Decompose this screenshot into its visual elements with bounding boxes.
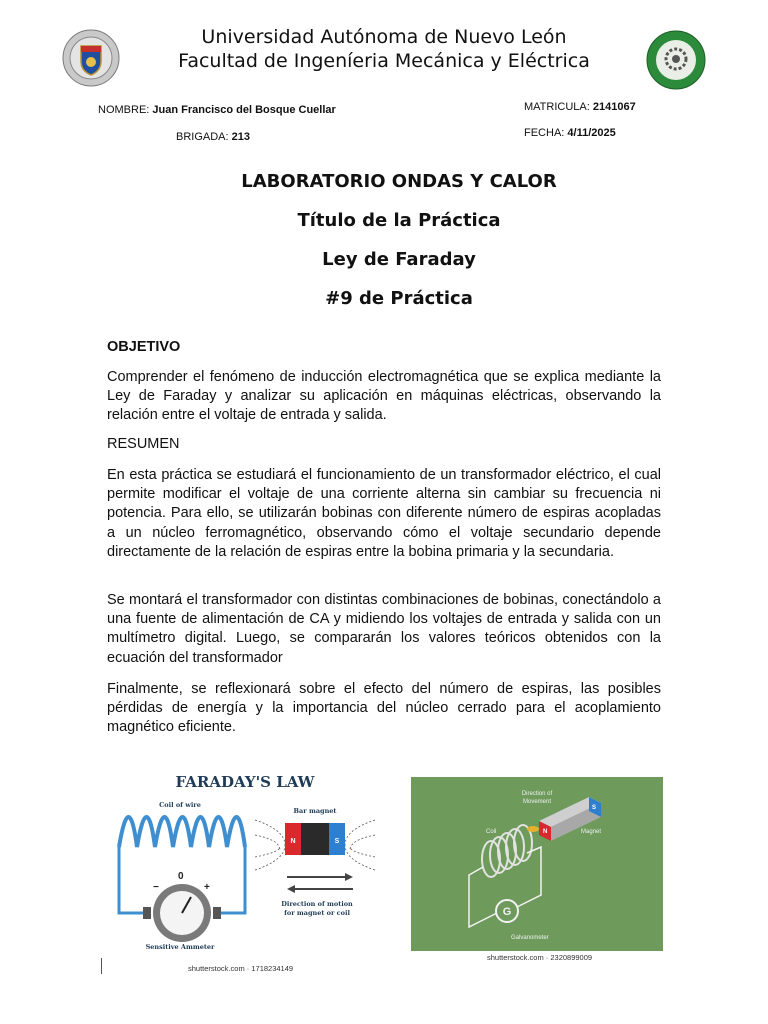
coil-of-wire-icon [119,817,245,847]
matricula-label: MATRICULA: [524,101,590,113]
objective-text: Comprender el fenómeno de inducción electromagnética que se explica mediante la Ley de Faraday y analizar su aplicación en máquinas eléctricas, observando la relación entre el voltaje de entrada y salida. [107,369,661,424]
motion-label-2: for magnet or coil [284,909,350,917]
faculty-name: Facultad de Ingeníeria Mecánica y Eléctrica [178,50,590,72]
zero-mark: 0 [178,871,184,882]
galvanometer-figure [411,777,663,951]
bar-magnet-icon [255,820,375,870]
matricula-value: 2141067 [592,101,636,113]
brigada-value: 213 [231,131,250,143]
matricula-line [524,101,636,113]
galvanometer-illustration [411,777,663,951]
magnet-label-2: Magnet [581,829,602,835]
fecha-value: 4/11/2025 [567,127,616,139]
name-label: NOMBRE: [98,104,150,116]
summary-paragraph-2: Se montará el transformador con distintas combinaciones de bobinas, conectándolo a una fuente de alimentación de CA y midiendo los voltajes de entrada y salida con un multímetro digital. Luego, se compararán los valores teóricos obtenidos con la ecuación del transformador [107,592,661,666]
fecha-label: FECHA: [524,127,565,139]
pole-n-label: N [290,838,296,845]
practice-number: #9 de Práctica [325,288,473,309]
minus-sign: − [153,882,159,893]
faradays-law-figure [105,765,390,965]
figure2-credit: shutterstock.com · 2320899009 [487,953,593,962]
figure1-credit: shutterstock.com · 1718234149 [188,964,294,973]
motion-arrows-icon [287,873,353,893]
faradays-law-illustration [105,765,390,965]
galvanometer-symbol: G [502,906,512,918]
pole-s-label: S [334,838,340,845]
galvanometer-label: Galvanometer [511,935,549,941]
coil-label-2: Coil [486,829,497,835]
lab-title: LABORATORIO ONDAS Y CALOR [241,171,557,192]
text-cursor-mark [101,958,102,974]
coil-label: Coil of wire [159,801,201,809]
ammeter-label: Sensitive Ammeter [145,943,215,951]
university-name: Universidad Autónoma de Nuevo León [201,26,567,48]
plus-sign: + [204,882,210,893]
brigada-line [176,131,250,143]
motion-label-1: Direction of motion [281,900,353,908]
summary-heading: RESUMEN [107,436,180,452]
practice-name: Ley de Faraday [322,249,476,270]
summary-paragraph-1: En esta práctica se estudiará el funcionamiento de un transformador eléctrico, el cual permite modificar el voltaje de una corriente alterna sin cambiar su frecuencia ni potencia. Para ello, se utilizarán bobinas con diferente número de espiras acopladas a un núcleo ferromagnético, observando cómo el voltaje secundario depende directamente de la relación de espiras entre la bobina primaria y la secundaria. [107,467,661,560]
movement-label-2: Movement [522,799,552,805]
fecha-line [524,127,616,139]
summary-paragraph-3: Finalmente, se reflexionará sobre el efecto del número de espiras, las posibles pérdidas de energía y la importancia del núcleo cerrado para el acoplamiento magnético eficiente. [107,681,661,736]
practice-title-label: Título de la Práctica [297,210,501,231]
pole-s-label-2: S [592,805,597,811]
brigada-label: BRIGADA: [176,131,229,143]
magnet-label: Bar magnet [293,807,337,815]
objective-heading: OBJETIVO [107,339,181,355]
student-name-line [98,104,336,116]
pole-n-label-2: N [543,829,548,835]
movement-label-1: Direction of [521,791,553,797]
figure1-title: FARADAY'S LAW [175,773,315,791]
name-value: Juan Francisco del Bosque Cuellar [152,104,336,116]
